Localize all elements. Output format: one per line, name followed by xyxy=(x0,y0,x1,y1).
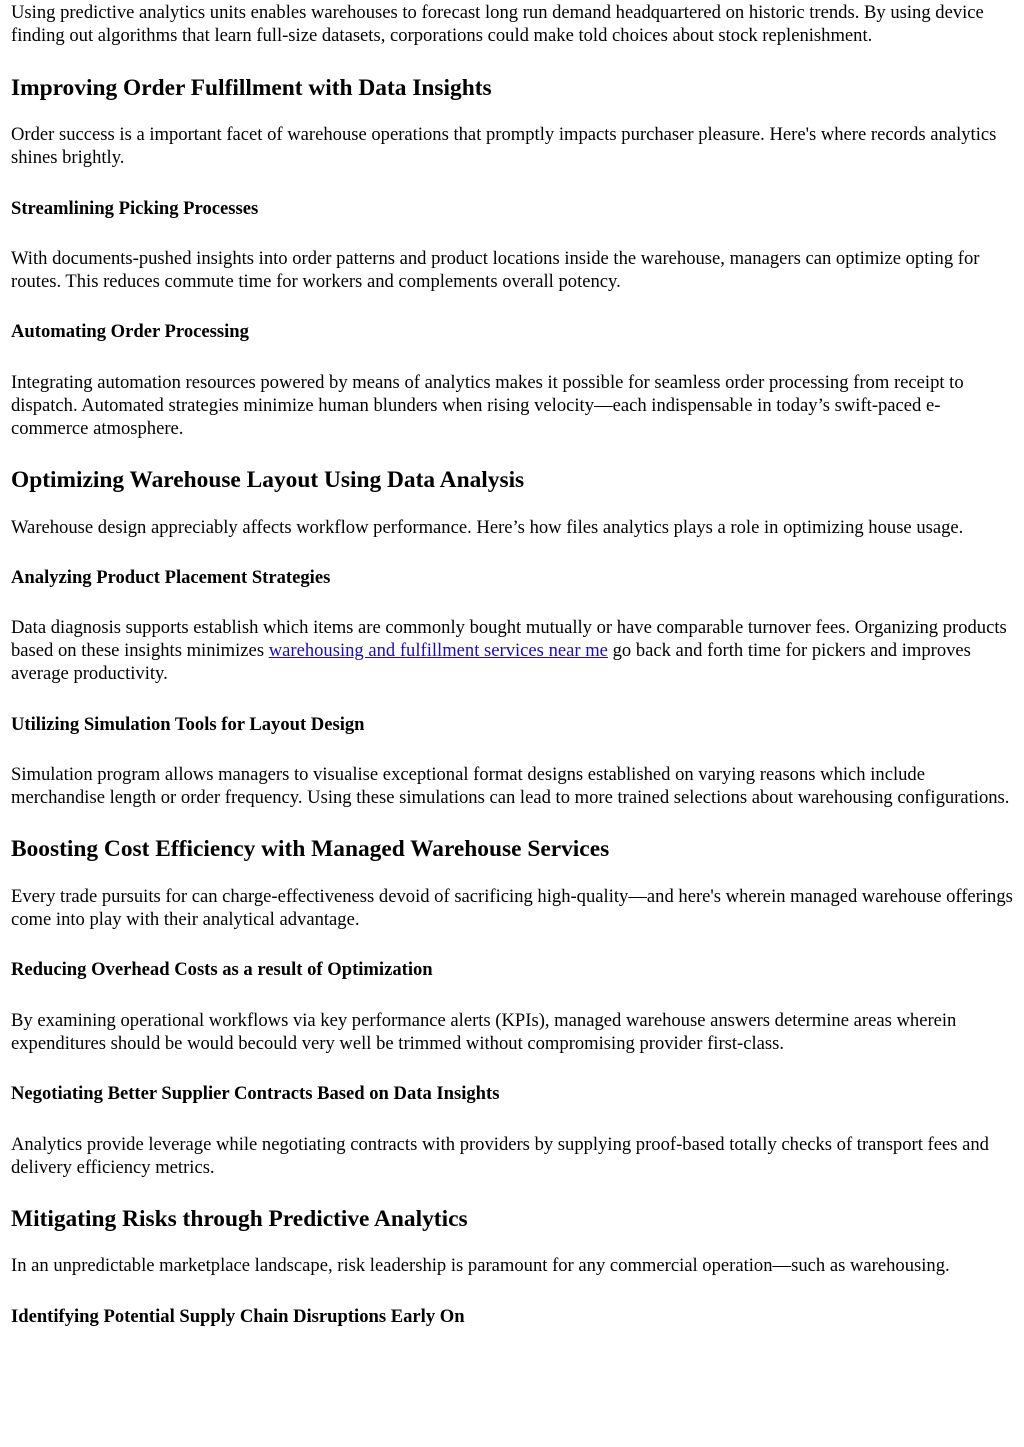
subheading-streamlining-picking: Streamlining Picking Processes xyxy=(11,198,259,219)
subsection-paragraph: Integrating automation resources powered by means of analytics makes it possible for seamless order processing from receipt to dispatch. Automated strategies minimize human blunders when rising velocity—each indispensable in today’s swift-paced e-commerce atmosphere. xyxy=(11,372,964,439)
subsection-paragraph xyxy=(11,616,1013,685)
section-heading-order-fulfillment: Improving Order Fulfillment with Data Insights xyxy=(11,75,492,101)
section-paragraph: Warehouse design appreciably affects workflow performance. Here’s how files analytics plays a role in optimizing house usage. xyxy=(11,517,964,538)
subheading-automating-order-processing: Automating Order Processing xyxy=(11,321,249,342)
section-paragraph: In an unpredictable marketplace landscape, risk leadership is paramount for any commercial operation—such as warehousing. xyxy=(11,1255,950,1276)
paragraph-text-before-link: Data diagnosis supports establish which items are commonly bought mutually or have comparable turnover fees. Organizing products based on these insights minimizes xyxy=(11,617,1007,661)
subheading-product-placement: Analyzing Product Placement Strategies xyxy=(11,567,331,588)
section-heading-cost-efficiency: Boosting Cost Efficiency with Managed Warehouse Services xyxy=(11,836,610,862)
subheading-reducing-overhead: Reducing Overhead Costs as a result of Optimization xyxy=(11,959,433,980)
subheading-supply-chain-disruptions: Identifying Potential Supply Chain Disruptions Early On xyxy=(11,1306,465,1327)
section-paragraph: Order success is a important facet of warehouse operations that promptly impacts purchaser pleasure. Here's where records analytics shines brightly. xyxy=(11,124,997,168)
article xyxy=(0,1,1024,1328)
subheading-supplier-contracts: Negotiating Better Supplier Contracts Based on Data Insights xyxy=(11,1083,500,1104)
subsection-paragraph: By examining operational workflows via key performance alerts (KPIs), managed warehouse answers determine areas wherein expenditures should be would becould very well be trimmed without compromising provider first-class. xyxy=(11,1010,957,1054)
section-paragraph: Every trade pursuits for can charge-effectiveness devoid of sacrificing high-quality—and here's wherein managed warehouse offerings come into play with their analytical advantage. xyxy=(11,886,1013,930)
intro-paragraph: Using predictive analytics units enables warehouses to forecast long run demand headquartered on historic trends. By using device finding out algorithms that learn full-size datasets, corporations could make told choices about stock replenishment. xyxy=(11,2,984,46)
section-heading-warehouse-layout: Optimizing Warehouse Layout Using Data Analysis xyxy=(11,467,525,493)
subheading-simulation-tools: Utilizing Simulation Tools for Layout Design xyxy=(11,714,365,735)
section-heading-mitigating-risks: Mitigating Risks through Predictive Analytics xyxy=(11,1206,468,1232)
paragraph-text-after-link: go back and forth time for pickers and improves average productivity. xyxy=(11,640,971,684)
warehousing-services-link[interactable]: warehousing and fulfillment services near me xyxy=(268,640,608,661)
subsection-paragraph: Analytics provide leverage while negotiating contracts with providers by supplying proof-based totally checks of transport fees and delivery efficiency metrics. xyxy=(11,1134,989,1178)
subsection-paragraph: With documents-pushed insights into order patterns and product locations inside the warehouse, managers can optimize opting for routes. This reduces commute time for workers and complements overall potency. xyxy=(11,248,980,292)
subsection-paragraph: Simulation program allows managers to visualise exceptional format designs established on varying reasons which include merchandise length or order frequency. Using these simulations can lead to more trained selections about warehousing configurations. xyxy=(11,764,1010,808)
